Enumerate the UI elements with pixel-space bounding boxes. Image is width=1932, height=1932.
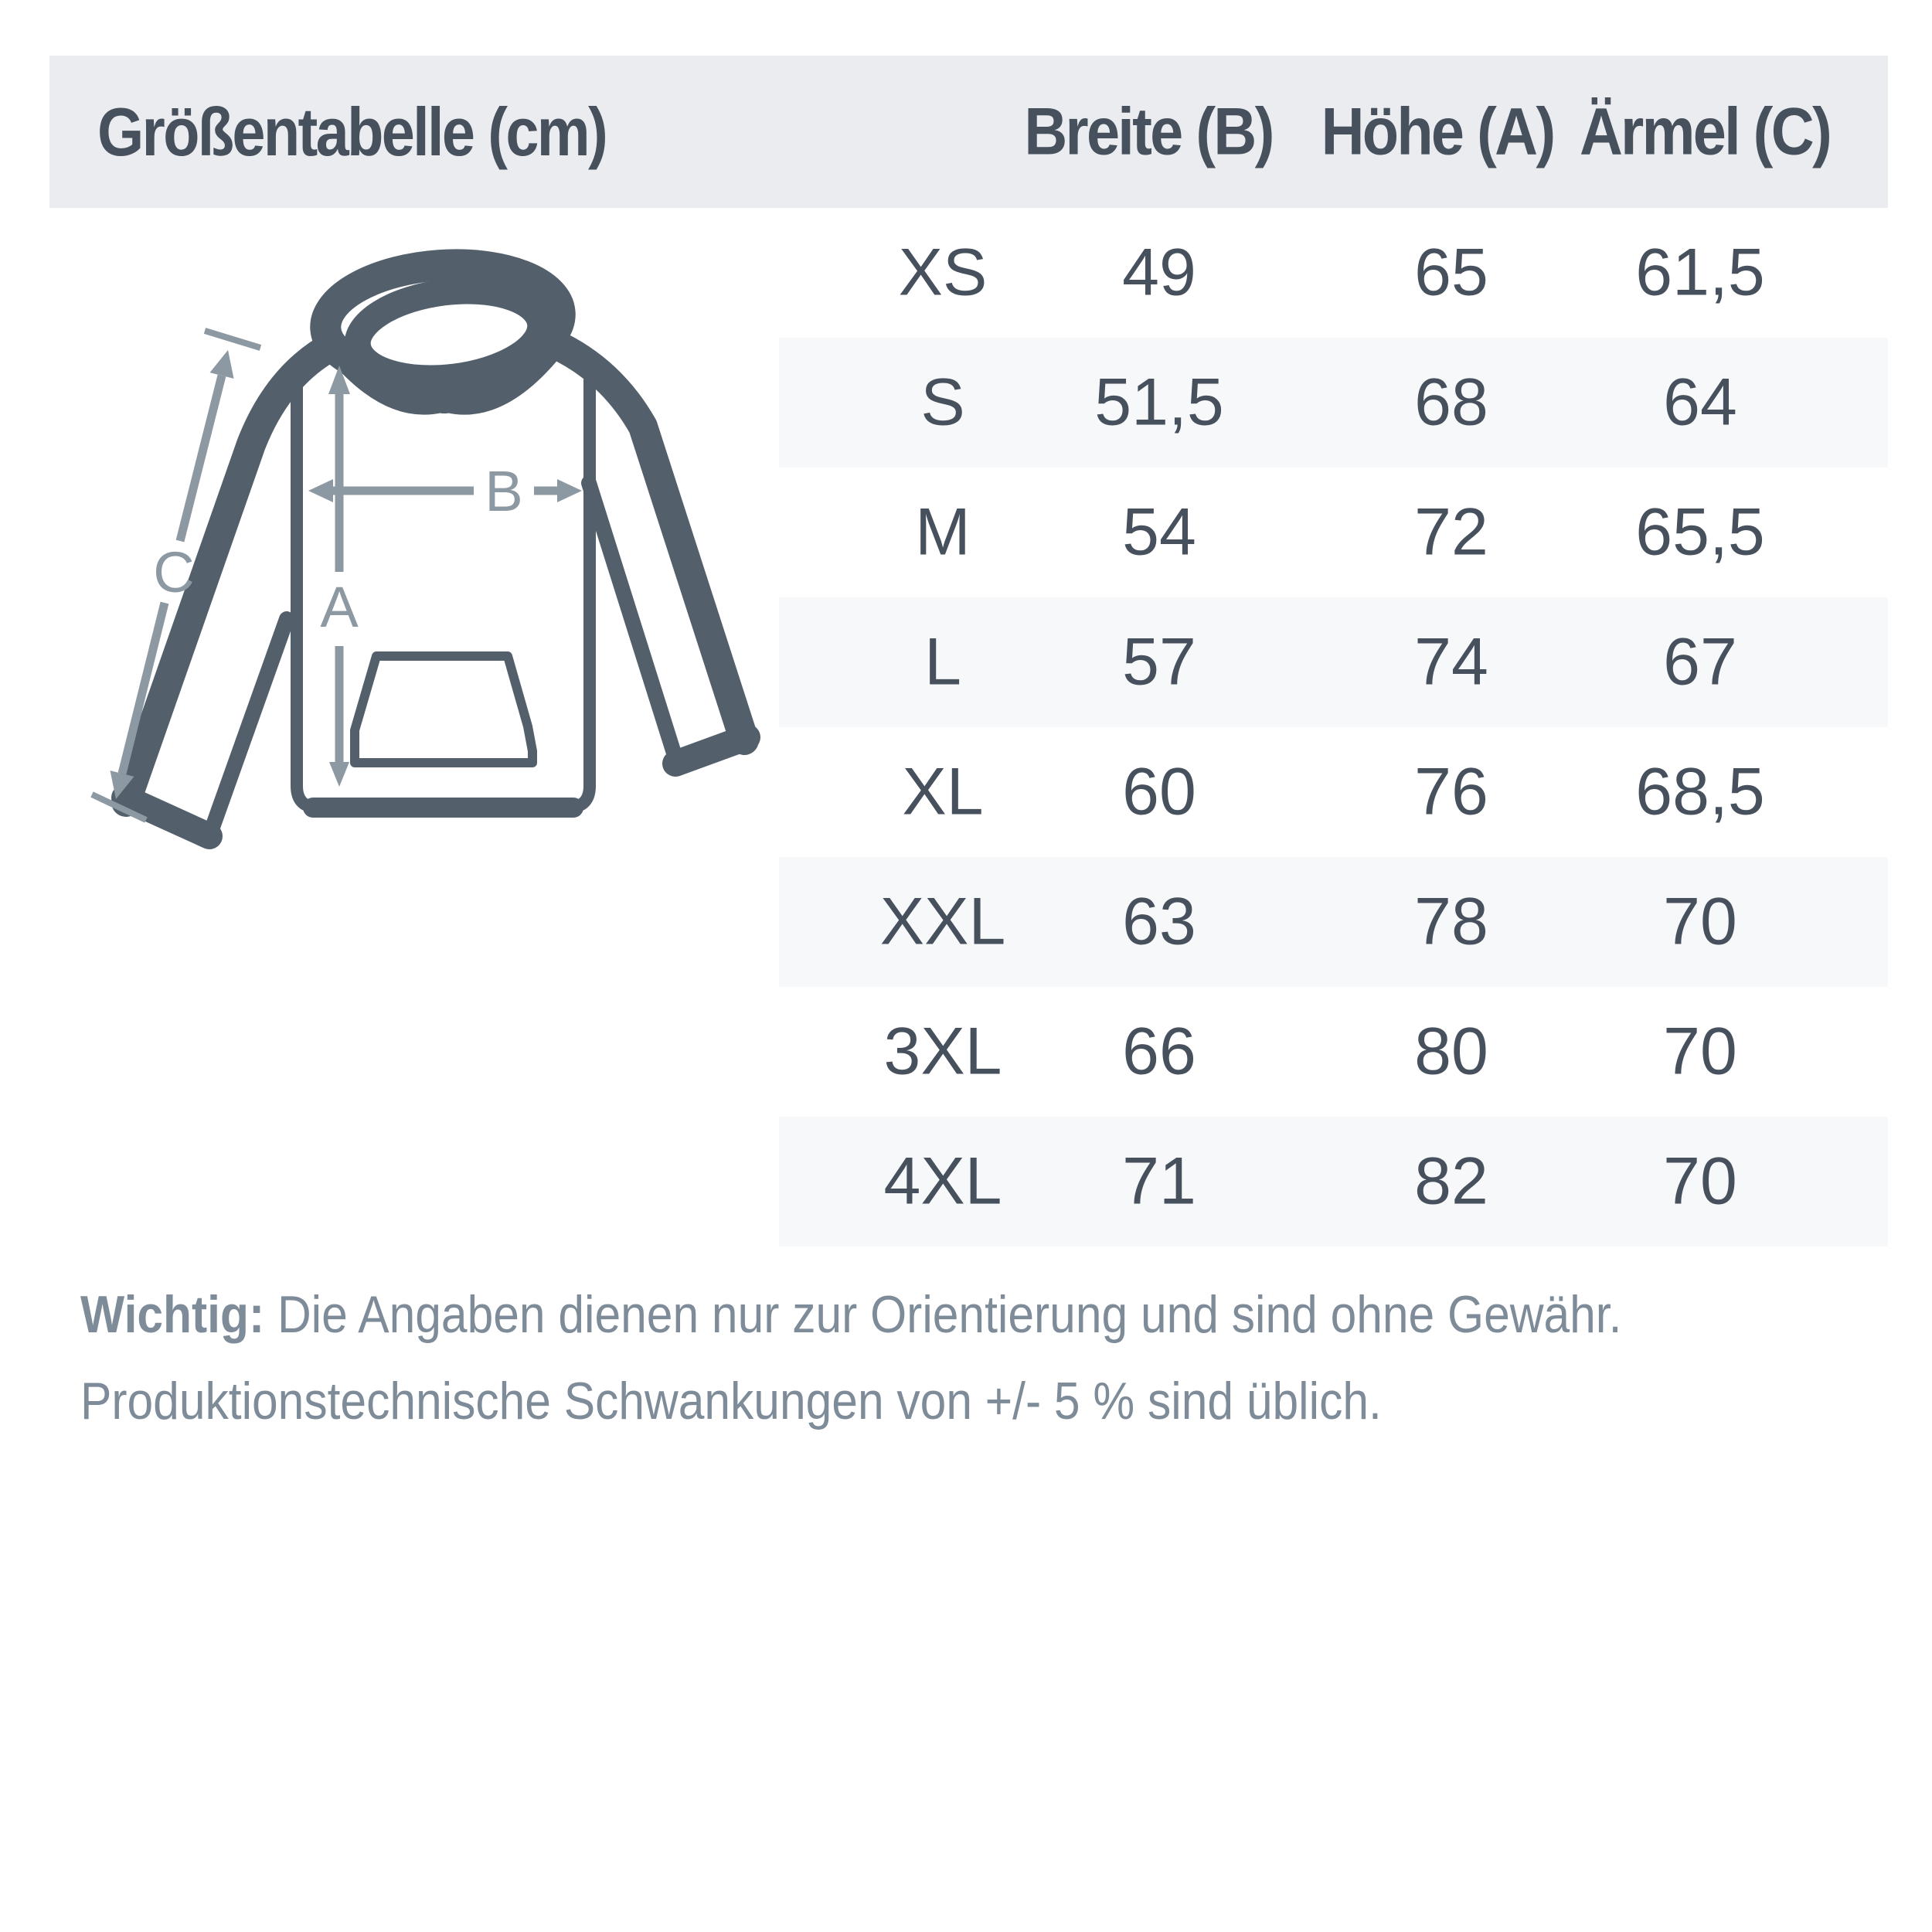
- column-header-breite: Breite (B): [1024, 94, 1273, 168]
- page-title: Größentabelle (cm): [97, 93, 607, 170]
- cell-breite: 66: [1122, 1014, 1196, 1089]
- table-row: [779, 987, 1888, 1117]
- cell-hoehe: 82: [1414, 1144, 1488, 1219]
- cell-breite: 57: [1122, 624, 1196, 699]
- cell-size: XS: [898, 235, 988, 310]
- cell-aermel: 65,5: [1635, 495, 1765, 570]
- cell-aermel: 70: [1663, 1144, 1737, 1219]
- table-row: [779, 857, 1888, 987]
- cell-breite: 63: [1122, 884, 1196, 959]
- table-row: [779, 208, 1888, 338]
- width-arrow: [308, 459, 582, 523]
- cell-hoehe: 76: [1414, 754, 1488, 829]
- disclaimer-line-2: [80, 1358, 1841, 1444]
- cell-breite: 54: [1122, 495, 1196, 570]
- cell-hoehe: 78: [1414, 884, 1488, 959]
- column-header-aermel: Ärmel (C): [1579, 94, 1831, 168]
- right-cuff: [675, 737, 747, 764]
- cell-breite: 60: [1122, 754, 1196, 829]
- sleeve-label: C: [153, 540, 195, 604]
- right-shoulder-sleeve: [523, 332, 744, 740]
- table-row: [779, 338, 1888, 468]
- cell-hoehe: 74: [1414, 624, 1488, 699]
- cell-aermel: 61,5: [1635, 235, 1765, 310]
- cell-aermel: 70: [1663, 884, 1737, 959]
- width-label: B: [485, 459, 523, 523]
- cell-hoehe: 68: [1414, 365, 1488, 440]
- hoodie-outline: [124, 257, 747, 836]
- cell-hoehe: 72: [1414, 495, 1488, 570]
- column-header-hoehe: Höhe (A): [1321, 94, 1554, 168]
- hood-inner-ring: [352, 281, 546, 388]
- left-sleeve-inner-edge: [211, 619, 287, 832]
- size-chart-header: [49, 56, 1888, 208]
- cell-hoehe: 65: [1414, 235, 1488, 310]
- cell-size: 4XL: [883, 1144, 1002, 1219]
- disclaimer-line-1: [80, 1271, 1841, 1358]
- cell-aermel: 67: [1663, 624, 1737, 699]
- cell-size: 3XL: [883, 1014, 1002, 1089]
- cell-aermel: 70: [1663, 1014, 1737, 1089]
- disclaimer-text-2: Produktionstechnische Schwankungen von +/- 5 % sind üblich.: [80, 1372, 1382, 1430]
- cell-breite: 71: [1122, 1144, 1196, 1219]
- table-row: [779, 1117, 1888, 1247]
- disclaimer-text-1: Die Angaben dienen nur zur Orientierung und sind ohne Gewähr.: [277, 1285, 1622, 1344]
- cell-size: M: [915, 495, 971, 570]
- cell-size: L: [924, 624, 961, 699]
- cell-size: XL: [902, 754, 984, 829]
- disclaimer-note: [80, 1271, 1841, 1444]
- disclaimer-prefix: Wichtig:: [80, 1285, 265, 1344]
- height-label: A: [320, 575, 359, 639]
- cell-aermel: 68,5: [1635, 754, 1765, 829]
- column-headers: [779, 56, 1888, 208]
- cell-aermel: 64: [1663, 365, 1737, 440]
- cell-hoehe: 80: [1414, 1014, 1488, 1089]
- cell-size: S: [920, 365, 965, 440]
- cell-breite: 51,5: [1094, 365, 1224, 440]
- cell-breite: 49: [1122, 235, 1196, 310]
- table-row: [779, 597, 1888, 727]
- table-row: [779, 468, 1888, 597]
- kangaroo-pocket: [355, 656, 532, 763]
- hoodie-diagram: [58, 216, 792, 873]
- cell-size: XXL: [879, 884, 1006, 959]
- table-row: [779, 727, 1888, 857]
- size-table-rows: [779, 208, 1888, 1247]
